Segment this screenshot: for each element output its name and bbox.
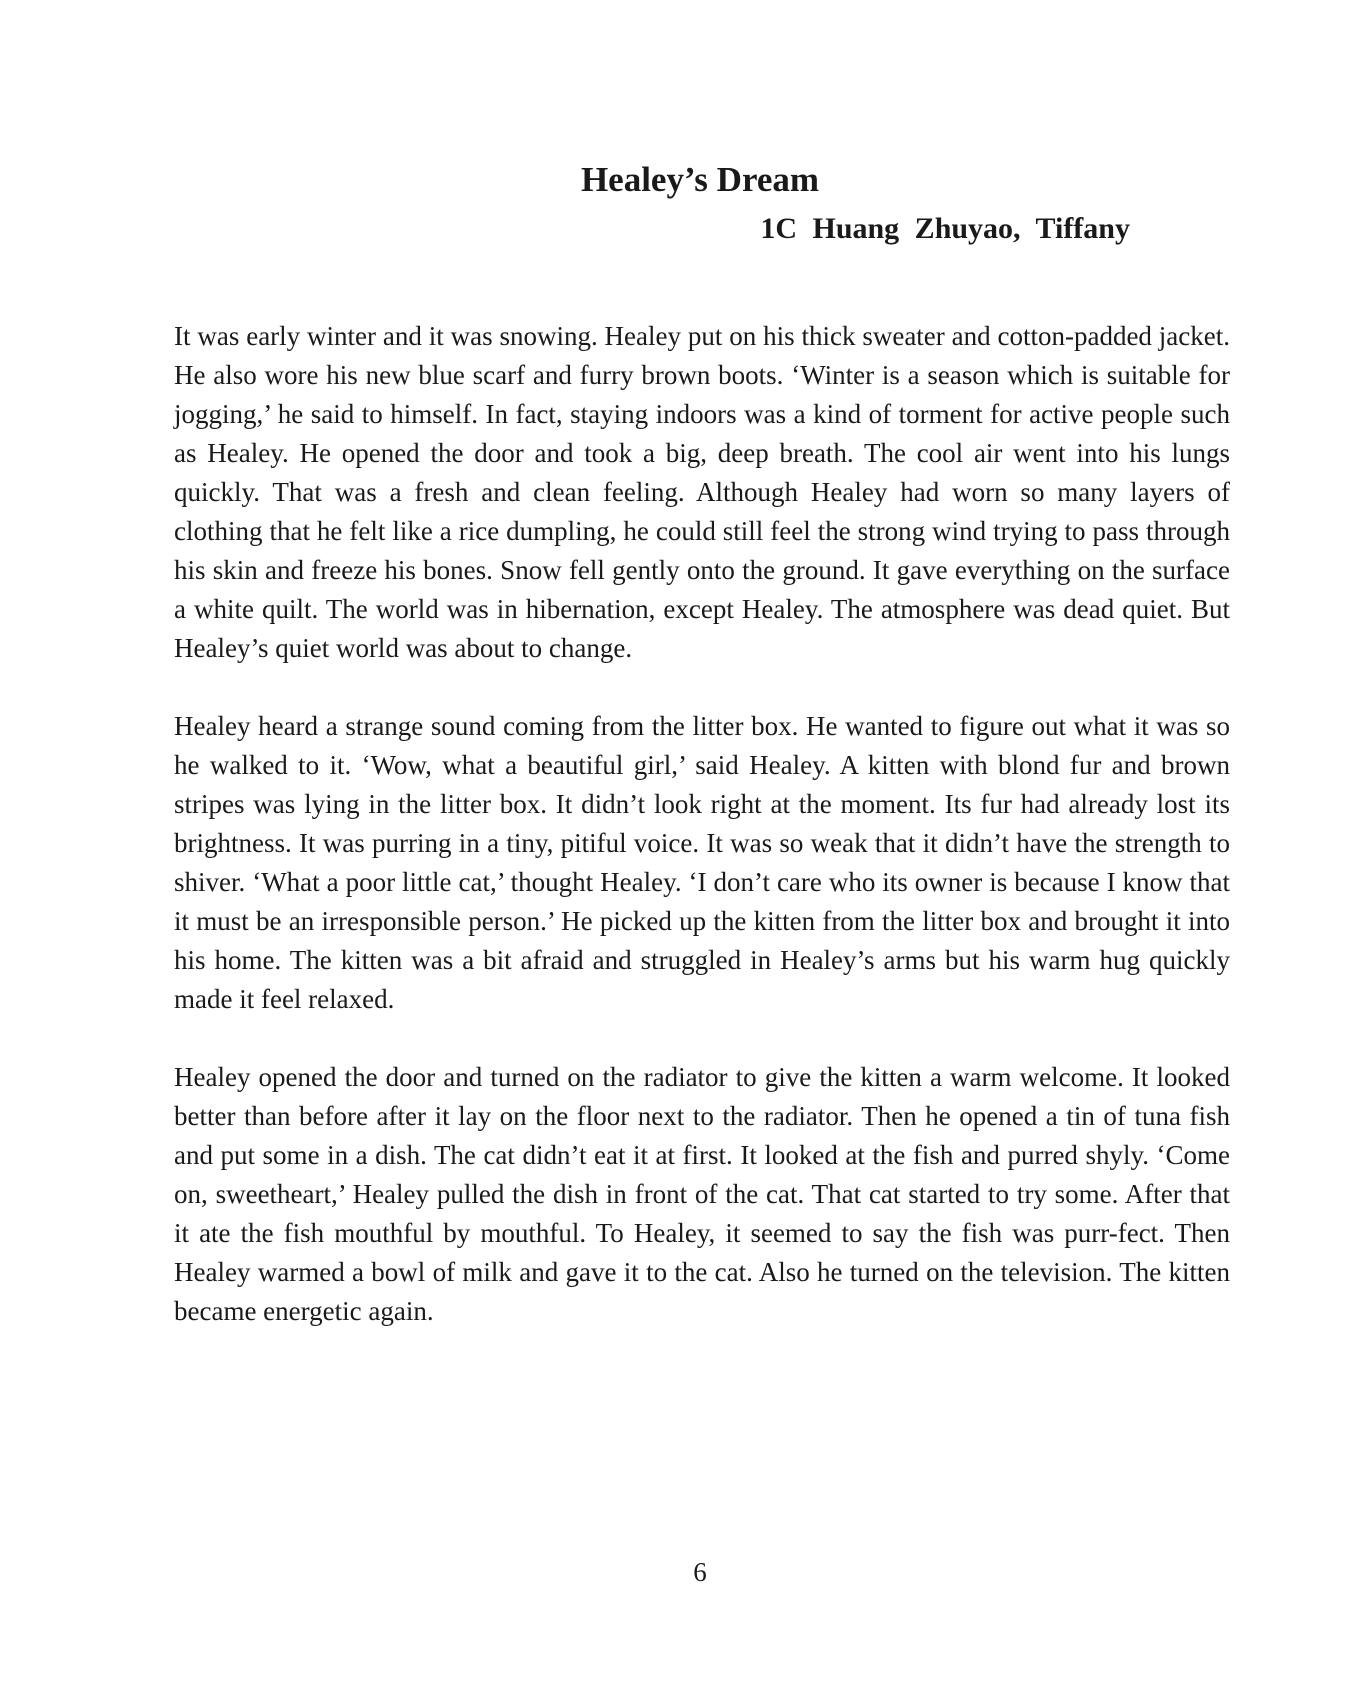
story-body	[174, 317, 1230, 1370]
page-number: 6	[693, 1557, 707, 1587]
paragraph: Healey opened the door and turned on the radiator to give the kitten a warm welcome. It looked better than before after it lay on the floor next to the radiator. Then he opened a tin of tuna fish and put some in a dish. The cat didn’t eat it at first. It looked at the fish and purred shyly. ‘Come on, sweetheart,’ Healey pulled the dish in front of the cat. That cat started to try some. After that it ate the fish mouthful by mouthful. To Healey, it seemed to say the fish was purr-fect. Then Healey warmed a bowl of milk and gave it to the cat. Also he turned on the television. The kitten became energetic again.	[174, 1062, 1230, 1326]
paragraph: Healey heard a strange sound coming from the litter box. He wanted to figure out what it was so he walked to it. ‘Wow, what a beautiful girl,’ said Healey. A kitten with blond fur and brown stripes was lying in the litter box. It didn’t look right at the moment. Its fur had already lost its brightness. It was purring in a tiny, pitiful voice. It was so weak that it didn’t have the strength to shiver. ‘What a poor little cat,’ thought Healey. ‘I don’t care who its owner is because I know that it must be an irresponsible person.’ He picked up the kitten from the litter box and brought it into his home. The kitten was a bit afraid and struggled in Healey’s arms but his warm hug quickly made it feel relaxed.	[174, 711, 1230, 1014]
author-line: 1C Huang Zhuyao, Tiffany	[760, 212, 1130, 245]
story-title: Healey’s Dream	[580, 160, 820, 199]
paragraph: It was early winter and it was snowing. Healey put on his thick sweater and cotton-padded jacket. He also wore his new blue scarf and furry brown boots. ‘Winter is a season which is suitable for jogging,’ he said to himself. In fact, staying indoors was a kind of torment for active people such as Healey. He opened the door and took a big, deep breath. The cool air went into his lungs quickly. That was a fresh and clean feeling. Although Healey had worn so many layers of clothing that he felt like a rice dumpling, he could still feel the strong wind trying to pass through his skin and freeze his bones. Snow fell gently onto the ground. It gave everything on the surface a white quilt. The world was in hibernation, except Healey. The atmosphere was dead quiet. But Healey’s quiet world was about to change.	[174, 321, 1230, 663]
